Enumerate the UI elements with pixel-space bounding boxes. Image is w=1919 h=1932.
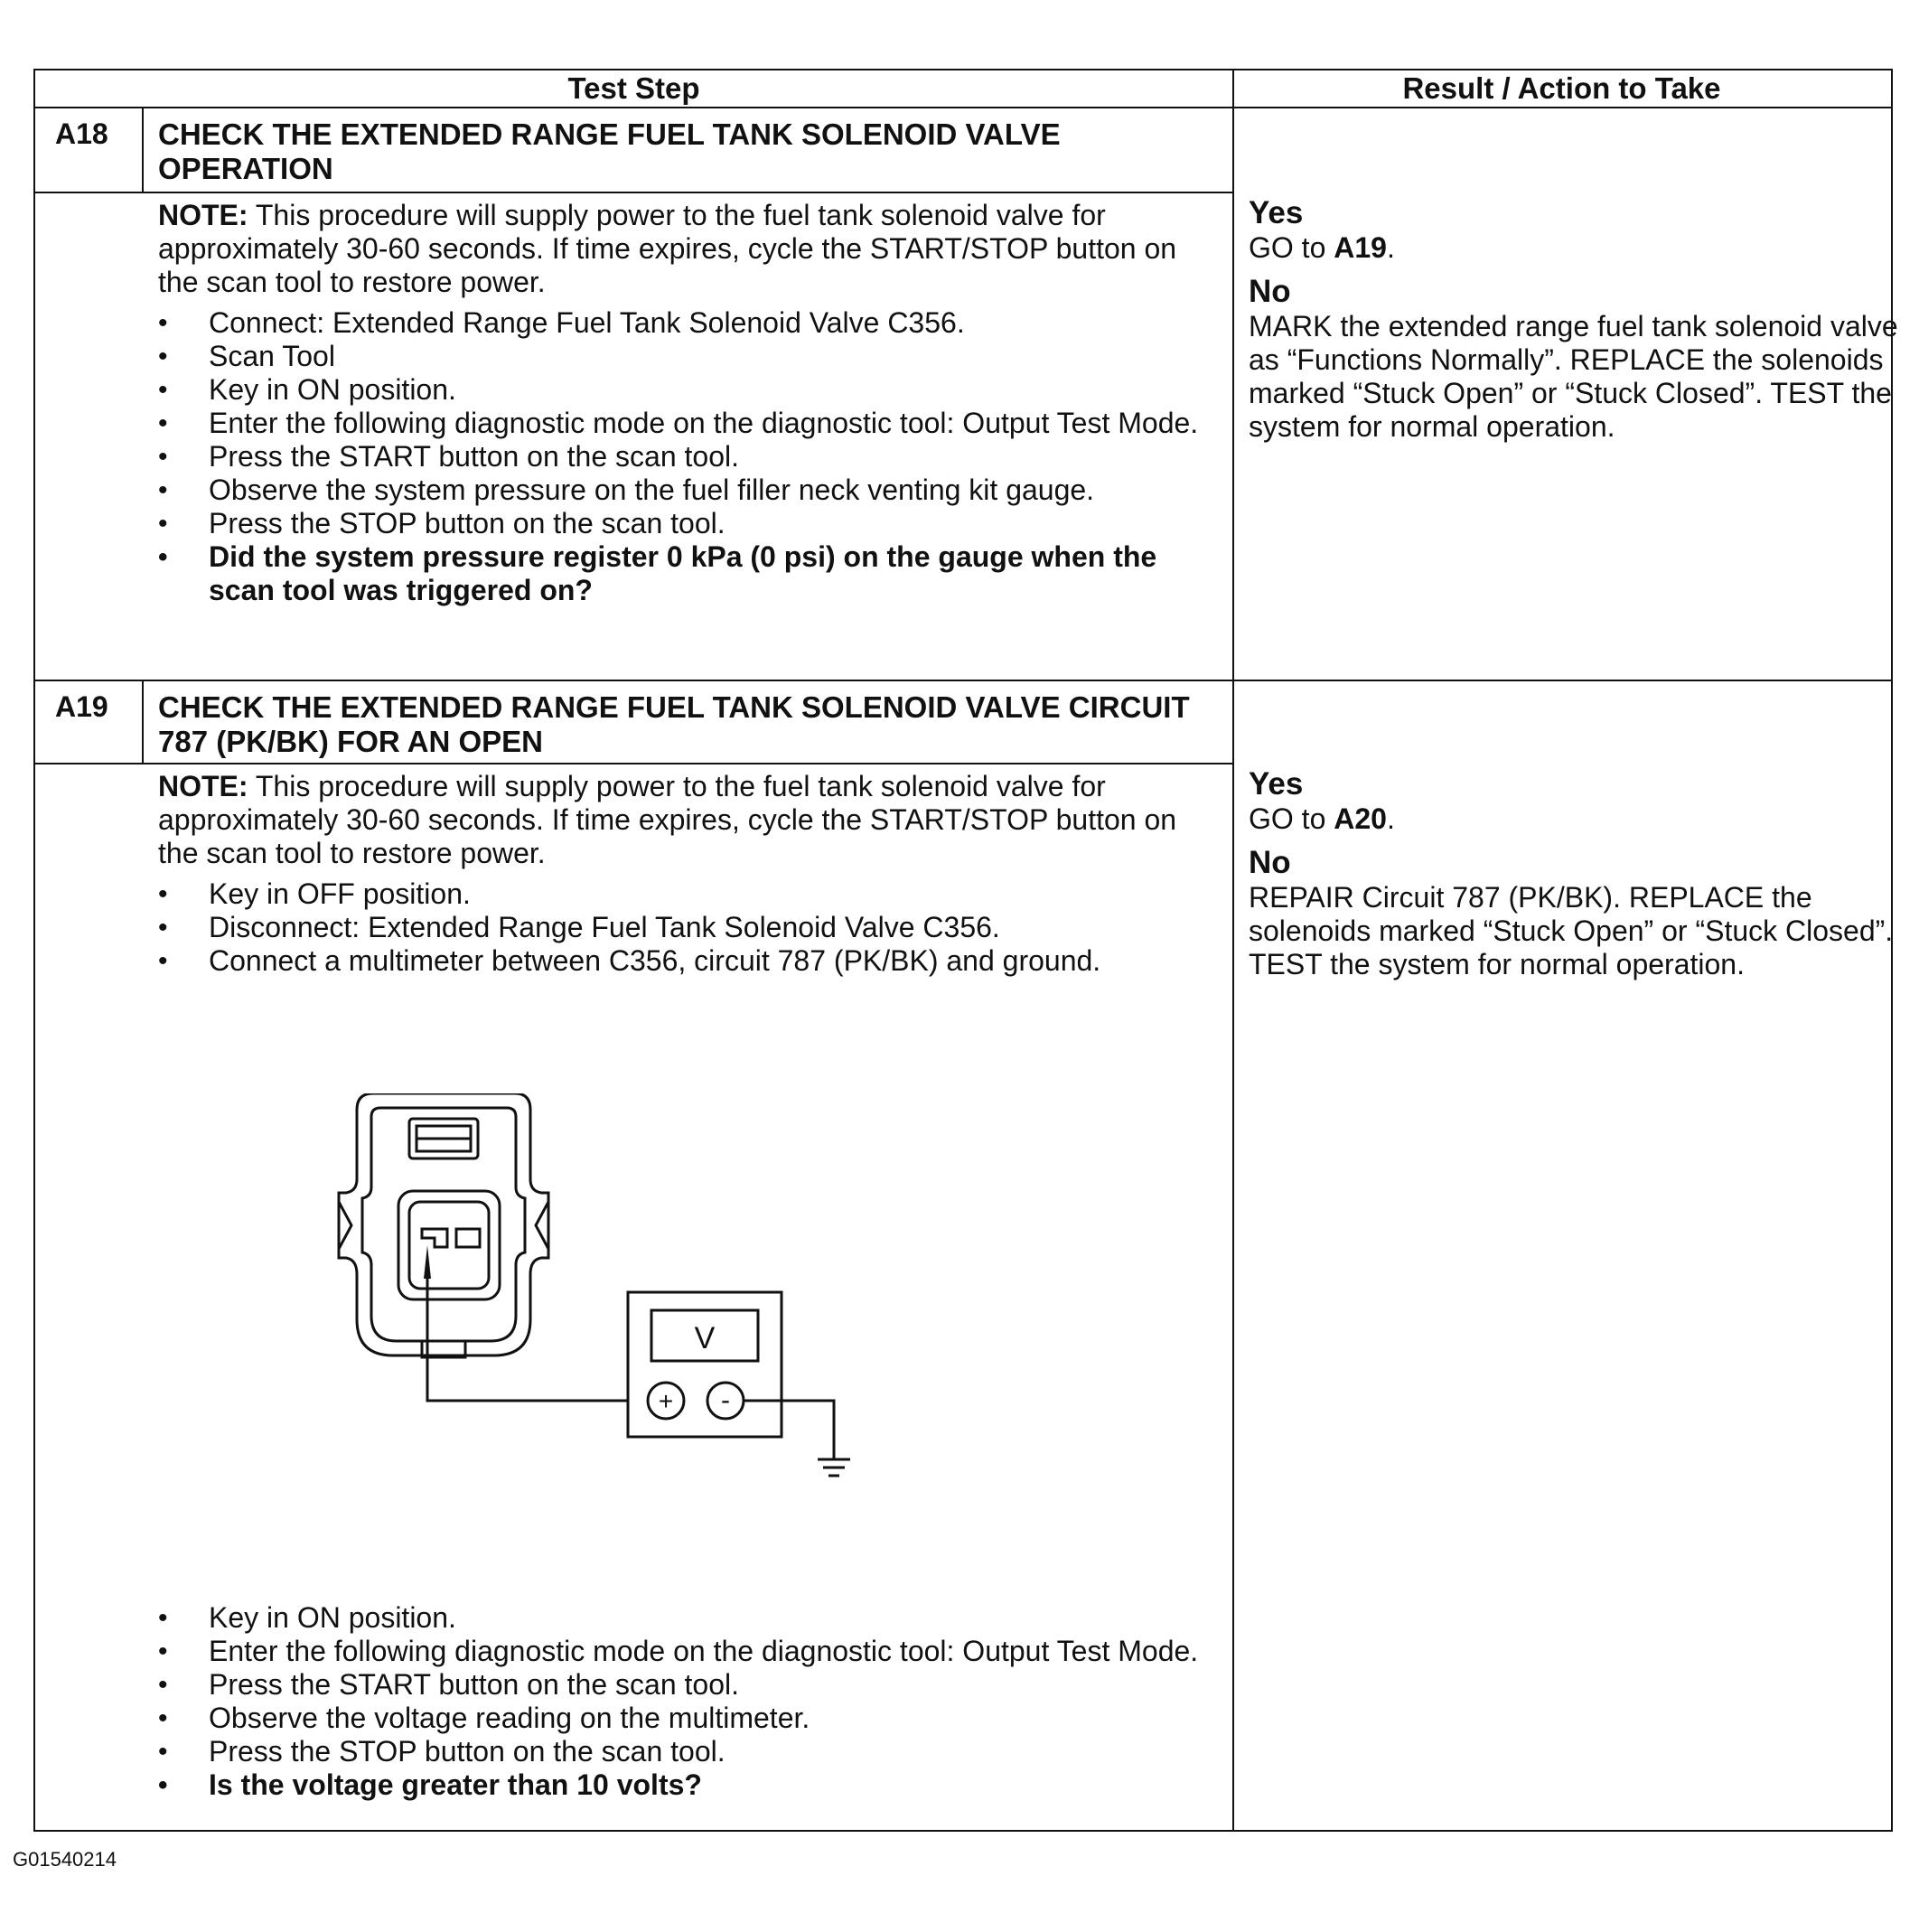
list-item: • Disconnect: Extended Range Fuel Tank Solenoid Valve C356. — [158, 911, 1206, 944]
bullet-list-a19-after — [158, 1601, 1206, 1802]
ground-symbol-icon — [818, 1459, 850, 1476]
header-result: Result / Action to Take — [1232, 70, 1891, 108]
step-body-a19 — [158, 770, 1206, 978]
no-action: REPAIR Circuit 787 (PK/BK). REPLACE the solenoids marked “Stuck Open” or “Stuck Closed”. TEST the system for normal operation. — [1249, 881, 1894, 980]
note-text: This procedure will supply power to the fuel tank solenoid valve for approximately 30-60 seconds. If time expires, cycle the START/STOP button on the scan tool to restore power. — [158, 770, 1177, 869]
list-item: • Observe the voltage reading on the multimeter. — [158, 1702, 1206, 1735]
list-item: • Press the START button on the scan tool. — [158, 1668, 1206, 1702]
title-rule — [35, 763, 1232, 764]
list-item: • Connect: Extended Range Fuel Tank Solenoid Valve C356. — [158, 306, 1206, 340]
column-divider — [1232, 70, 1234, 1830]
plus-sign: + — [658, 1387, 674, 1415]
yes-prefix: GO to — [1249, 802, 1334, 835]
question-a19: • Is the voltage greater than 10 volts? — [158, 1768, 1206, 1802]
question-a18: • Did the system pressure register 0 kPa (0 psi) on the gauge when the scan tool was triggered on? — [158, 540, 1206, 607]
yes-suffix: . — [1386, 231, 1395, 264]
list-item: • Connect a multimeter between C356, circuit 787 (PK/BK) and ground. — [158, 944, 1206, 978]
yes-prefix: GO to — [1249, 231, 1334, 264]
multimeter-icon — [628, 1292, 782, 1437]
figure-code: G01540214 — [13, 1848, 117, 1871]
step-id-divider — [142, 108, 144, 192]
yes-target-link[interactable]: A20 — [1334, 802, 1387, 835]
list-item: • Press the STOP button on the scan tool. — [158, 507, 1206, 540]
list-item: • Observe the system pressure on the fuel filler neck venting kit gauge. — [158, 474, 1206, 507]
yes-suffix: . — [1386, 802, 1395, 835]
no-action: MARK the extended range fuel tank solenoid valve as “Functions Normally”. REPLACE the solenoids marked “Stuck Open” or “Stuck Closed”. TEST the system for normal operation. — [1249, 310, 1898, 443]
title-rule — [35, 192, 1232, 193]
connector-c356-icon — [339, 1093, 548, 1357]
minus-sign: - — [721, 1385, 730, 1415]
no-label: No — [1249, 845, 1291, 880]
meter-display-label: V — [694, 1321, 716, 1355]
diagnostic-table — [33, 69, 1898, 1832]
header-test-step: Test Step — [35, 70, 1232, 108]
note-label: NOTE: — [158, 770, 248, 802]
note-a19 — [158, 770, 1206, 870]
step-title-a18: CHECK THE EXTENDED RANGE FUEL TANK SOLENOID VALVE OPERATION — [158, 117, 1061, 185]
yes-action — [1249, 802, 1899, 836]
yes-label: Yes — [1249, 766, 1304, 802]
yes-label: Yes — [1249, 195, 1304, 230]
list-item: • Press the START button on the scan tool. — [158, 440, 1206, 474]
list-item: • Key in ON position. — [158, 1601, 1206, 1635]
step-title-a19: CHECK THE EXTENDED RANGE FUEL TANK SOLENOID VALVE CIRCUIT 787 (PK/BK) FOR AN OPEN — [158, 690, 1190, 758]
step-id-a19: A19 — [55, 690, 108, 723]
bullet-list-a18 — [158, 306, 1206, 607]
step-rule — [35, 680, 1891, 681]
result-a18 — [1249, 195, 1899, 444]
note-text: This procedure will supply power to the fuel tank solenoid valve for approximately 30-60 seconds. If time expires, cycle the START/STOP button on the scan tool to restore power. — [158, 199, 1177, 298]
list-item: • Scan Tool — [158, 340, 1206, 373]
step-body-a18 — [158, 199, 1206, 607]
step-body-a19-continued — [158, 1594, 1206, 1802]
probe-tip-icon — [424, 1245, 431, 1279]
result-a19 — [1249, 766, 1899, 981]
list-item: • Key in ON position. — [158, 373, 1206, 407]
yes-action — [1249, 231, 1899, 265]
connector-multimeter-diagram — [321, 1093, 881, 1500]
list-item: • Enter the following diagnostic mode on the diagnostic tool: Output Test Mode. — [158, 1635, 1206, 1668]
bullet-list-a19 — [158, 877, 1206, 978]
no-label: No — [1249, 274, 1291, 309]
list-item: • Enter the following diagnostic mode on the diagnostic tool: Output Test Mode. — [158, 407, 1206, 440]
note-a18 — [158, 199, 1206, 299]
note-label: NOTE: — [158, 199, 248, 231]
step-id-a18: A18 — [55, 117, 108, 150]
yes-target-link[interactable]: A19 — [1334, 231, 1387, 264]
list-item: • Press the STOP button on the scan tool. — [158, 1735, 1206, 1768]
step-id-divider — [142, 680, 144, 763]
list-item: • Key in OFF position. — [158, 877, 1206, 911]
